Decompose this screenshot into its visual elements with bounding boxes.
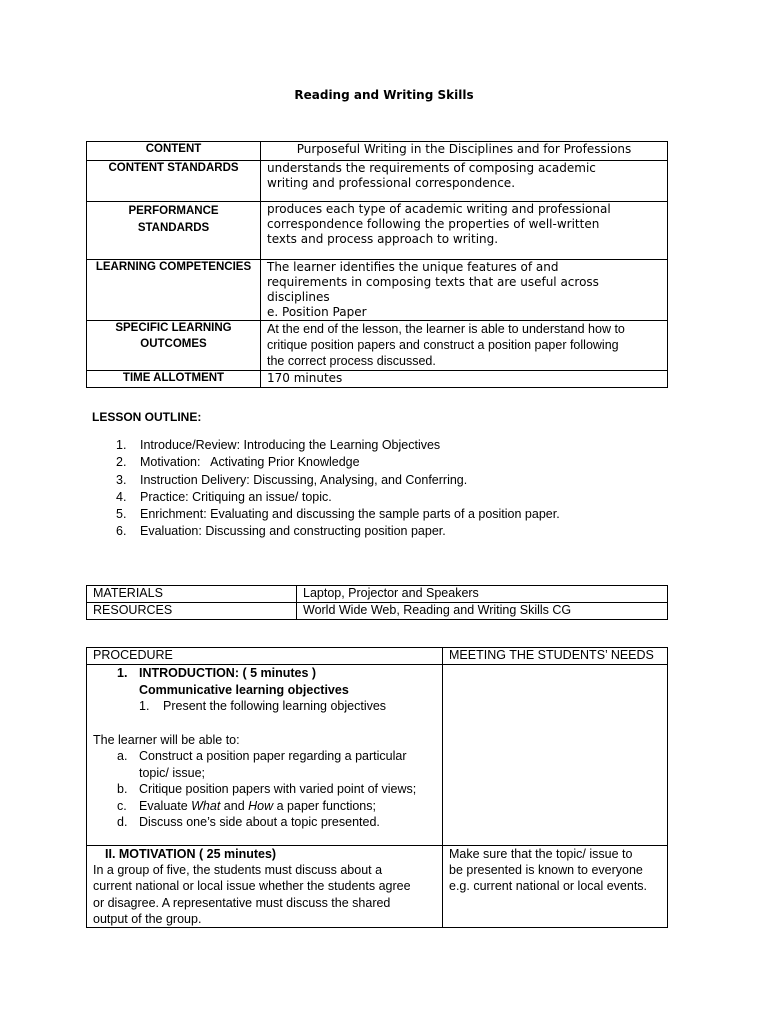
list-text: Instruction Delivery: Discussing, Analysing, and Conferring. bbox=[140, 472, 468, 487]
row-content-standards bbox=[87, 161, 668, 202]
introduction-title: 1. INTRODUCTION: ( 5 minutes ) bbox=[117, 666, 317, 680]
performance-standards-label bbox=[87, 202, 261, 260]
text-line: output of the group. bbox=[93, 911, 202, 926]
lesson-info-table bbox=[86, 141, 668, 388]
text-line: texts and process approach to writing. bbox=[267, 232, 499, 246]
motivation-needs-cell bbox=[443, 846, 668, 928]
text-line: disciplines bbox=[267, 290, 330, 304]
content-label: CONTENT bbox=[87, 142, 261, 161]
row-materials bbox=[87, 586, 668, 603]
list-item bbox=[92, 437, 560, 454]
objective-item: c. Evaluate What and How a paper functions; bbox=[117, 798, 376, 813]
list-number: 3. bbox=[116, 472, 127, 487]
learning-competencies-label: LEARNING COMPETENCIES bbox=[87, 260, 261, 321]
text-line: understands the requirements of composing academic bbox=[267, 161, 596, 175]
learning-competencies-value bbox=[261, 260, 668, 321]
list-item bbox=[92, 506, 560, 523]
page-title: Reading and Writing Skills bbox=[294, 88, 474, 102]
content-standards-label: CONTENT STANDARDS bbox=[87, 161, 261, 202]
label-line: STANDARDS bbox=[137, 222, 210, 234]
row-specific-outcomes bbox=[87, 321, 668, 371]
introduction-cell bbox=[87, 665, 443, 846]
objective-item: a. Construct a position paper regarding a particular bbox=[117, 749, 407, 763]
performance-standards-value bbox=[261, 202, 668, 260]
list-number: 1. bbox=[116, 438, 127, 452]
objective-item: d. Discuss one’s side about a topic presented. bbox=[117, 815, 380, 829]
objective-item-continued: topic/ issue; bbox=[139, 765, 206, 780]
specific-outcomes-label bbox=[87, 321, 261, 371]
text-line: e.g. current national or local events. bbox=[449, 879, 648, 894]
text-line: e. Position Paper bbox=[267, 305, 367, 319]
spacer bbox=[93, 715, 436, 732]
text-line: Make sure that the topic/ issue to bbox=[449, 847, 633, 861]
row-learning-competencies bbox=[87, 260, 668, 321]
list-number: 2. bbox=[116, 455, 127, 470]
introduction-subtitle: Communicative learning objectives bbox=[139, 682, 349, 697]
label-line: SPECIFIC LEARNING bbox=[115, 322, 232, 334]
row-content bbox=[87, 142, 668, 161]
specific-outcomes-value bbox=[261, 321, 668, 371]
text-line: requirements in composing texts that are useful across bbox=[267, 275, 599, 289]
motivation-cell bbox=[87, 846, 443, 928]
introduction-subitem: 1. Present the following learning objectives bbox=[139, 699, 387, 713]
time-allotment-label: TIME ALLOTMENT bbox=[87, 371, 261, 388]
list-item bbox=[92, 472, 560, 489]
objective-item: b. Critique position papers with varied point of views; bbox=[117, 782, 417, 796]
text-line: writing and professional correspondence. bbox=[267, 176, 516, 190]
text-line: At the end of the lesson, the learner is able to understand how to bbox=[267, 322, 625, 336]
list-text: Introduce/Review: Introducing the Learning Objectives bbox=[140, 438, 441, 452]
lesson-outline-title: LESSON OUTLINE: bbox=[92, 410, 202, 424]
list-number: 5. bbox=[116, 507, 127, 522]
list-item bbox=[92, 454, 560, 471]
introduction-needs-cell bbox=[443, 665, 668, 846]
motivation-title: II. MOTIVATION ( 25 minutes) bbox=[105, 847, 277, 861]
row-resources bbox=[87, 603, 668, 620]
procedure-header-row bbox=[87, 648, 668, 665]
time-allotment-value: 170 minutes bbox=[261, 371, 668, 388]
materials-table bbox=[86, 585, 668, 620]
list-text: Practice: Critiquing an issue/ topic. bbox=[140, 489, 332, 504]
content-value: Purposeful Writing in the Disciplines and for Professions bbox=[261, 142, 668, 161]
content-standards-value bbox=[261, 161, 668, 202]
materials-label: MATERIALS bbox=[87, 586, 297, 603]
label-line: OUTCOMES bbox=[140, 338, 207, 350]
procedure-table bbox=[86, 647, 668, 928]
text-line: The learner identifies the unique features of and bbox=[267, 260, 559, 274]
motivation-row bbox=[87, 846, 668, 928]
resources-label: RESOURCES bbox=[87, 603, 297, 620]
procedure-header: PROCEDURE bbox=[87, 648, 443, 665]
list-number: 6. bbox=[116, 524, 127, 539]
resources-value: World Wide Web, Reading and Writing Skills CG bbox=[297, 603, 668, 620]
list-item bbox=[92, 523, 560, 540]
materials-value: Laptop, Projector and Speakers bbox=[297, 586, 668, 603]
row-performance-standards bbox=[87, 202, 668, 260]
row-time-allotment bbox=[87, 371, 668, 388]
text-line: the correct process discussed. bbox=[267, 354, 436, 368]
list-text: Motivation: Activating Prior Knowledge bbox=[140, 455, 360, 470]
text-line: current national or local issue whether the students agree bbox=[93, 879, 411, 894]
list-text: Evaluation: Discussing and constructing position paper. bbox=[140, 524, 446, 539]
learner-intro: The learner will be able to: bbox=[93, 732, 240, 747]
text-line: critique position papers and construct a position paper following bbox=[267, 338, 619, 352]
label-line: PERFORMANCE bbox=[128, 205, 219, 217]
text-line: or disagree. A representative must discuss the shared bbox=[93, 895, 391, 910]
list-text: Enrichment: Evaluating and discussing the sample parts of a position paper. bbox=[140, 507, 560, 522]
introduction-row bbox=[87, 665, 668, 846]
text-line: In a group of five, the students must discuss about a bbox=[93, 863, 383, 878]
text-line: correspondence following the properties of well-written bbox=[267, 217, 600, 231]
list-number: 4. bbox=[116, 489, 127, 504]
list-item bbox=[92, 489, 560, 506]
text-line: be presented is known to everyone bbox=[449, 863, 643, 878]
lesson-outline-list bbox=[92, 437, 560, 541]
students-needs-header: MEETING THE STUDENTS’ NEEDS bbox=[443, 648, 668, 665]
text-line: produces each type of academic writing and professional bbox=[267, 202, 611, 216]
